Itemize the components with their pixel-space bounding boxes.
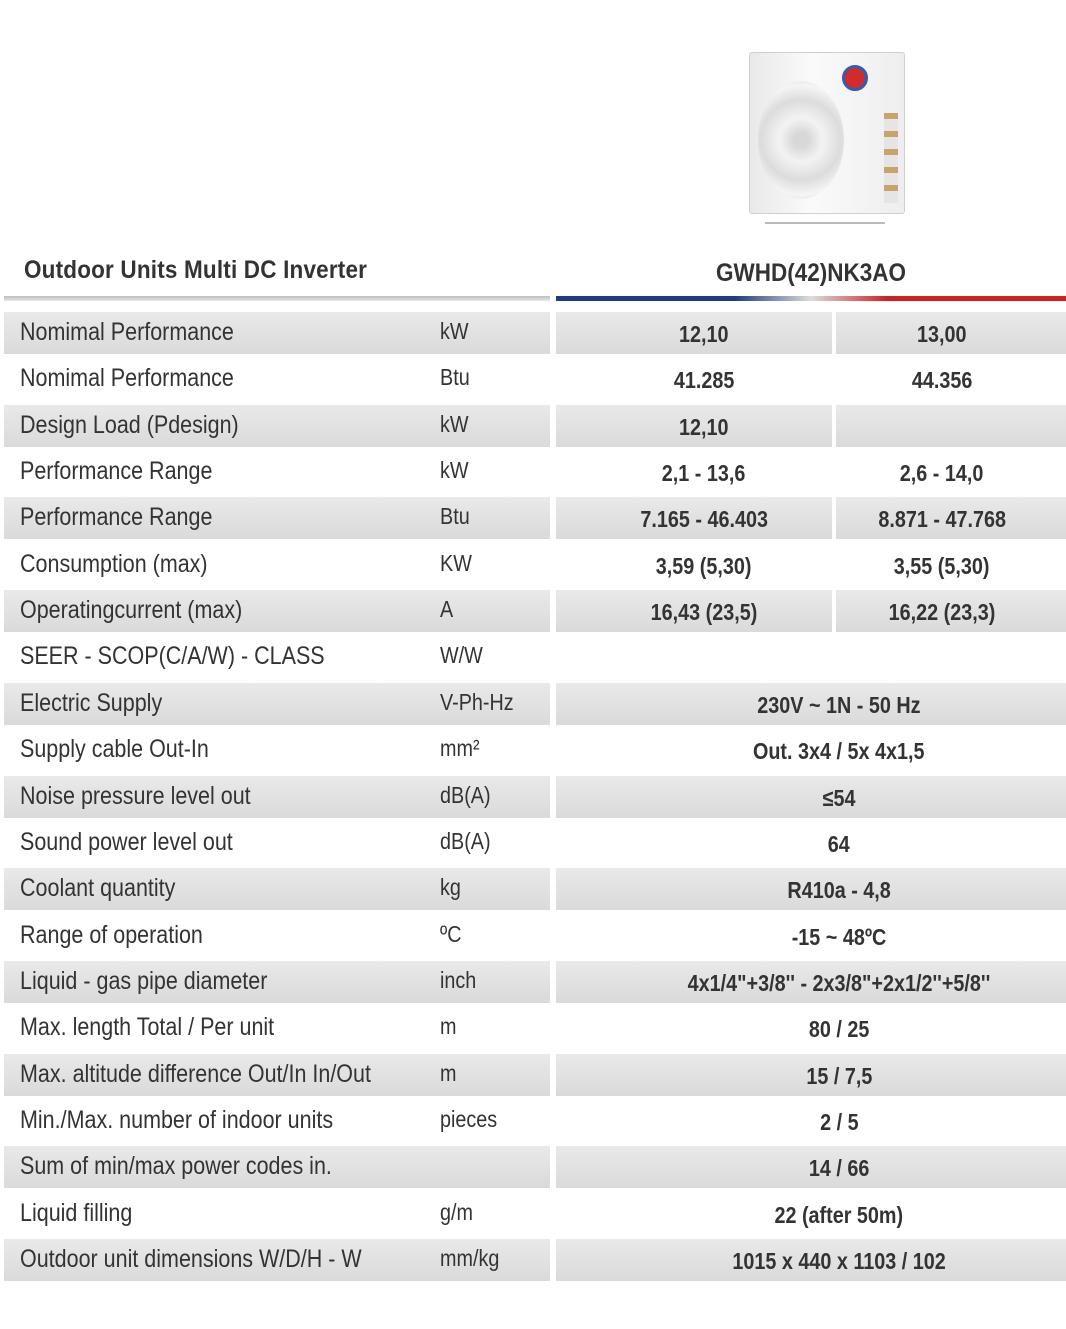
spec-value-text: 4x1/4"+3/8'' - 2x3/8"+2x1/2''+5/8'' xyxy=(687,970,991,996)
spec-value-text: 8.871 - 47.768 xyxy=(878,506,1006,532)
param-unit: kW xyxy=(440,411,469,437)
spec-value-text: 7.165 - 46.403 xyxy=(640,506,768,532)
spec-value-text: 3,59 (5,30) xyxy=(656,553,752,579)
table-row xyxy=(0,776,1066,818)
unit-casing xyxy=(749,52,905,214)
table-row xyxy=(0,312,1066,354)
spec-value-text: 16,43 (23,5) xyxy=(650,599,758,625)
table-row xyxy=(0,1100,1066,1142)
spec-value-text: 12,10 xyxy=(679,414,729,440)
spec-value-text: -15 ~ 48ºC xyxy=(791,924,887,950)
spec-value-cooling xyxy=(556,645,852,672)
param-unit: W/W xyxy=(440,642,483,668)
spec-value-text: 1015 x 440 x 1103 / 102 xyxy=(732,1248,946,1274)
param-unit: KW xyxy=(440,550,472,576)
param-name: Electric Supply xyxy=(20,689,163,717)
param-unit: m xyxy=(440,1013,457,1039)
param-unit: V-Ph-Hz xyxy=(440,689,514,715)
table-row xyxy=(0,636,1066,678)
param-name: Max. length Total / Per unit xyxy=(20,1013,275,1041)
spec-value-heating xyxy=(836,414,1048,441)
spec-value xyxy=(556,1155,1066,1182)
table-row xyxy=(0,544,1066,586)
spec-value-text: 15 / 7,5 xyxy=(805,1063,872,1089)
flag-underline xyxy=(556,296,1066,301)
param-unit: m xyxy=(440,1060,457,1086)
spec-value xyxy=(556,831,1066,858)
model-name: GWHD(42)NK3AO xyxy=(715,259,907,287)
param-unit: inch xyxy=(440,967,477,993)
spec-value-cooling xyxy=(556,599,852,626)
param-unit: mm² xyxy=(440,735,480,761)
table-row xyxy=(0,405,1066,447)
param-unit: Btu xyxy=(440,503,470,529)
spec-value-cooling xyxy=(556,367,852,394)
spec-value xyxy=(556,692,1066,719)
spec-value-heating xyxy=(836,460,1048,487)
table-row xyxy=(0,1193,1066,1235)
param-name: Sound power level out xyxy=(20,828,233,856)
table-row xyxy=(0,1007,1066,1049)
table-row xyxy=(0,729,1066,771)
param-unit: A xyxy=(440,596,454,622)
param-unit: g/m xyxy=(440,1199,473,1225)
spec-value xyxy=(556,924,1066,951)
param-name: Performance Range xyxy=(20,457,213,485)
unit-feet xyxy=(765,214,885,224)
param-unit: dB(A) xyxy=(440,782,491,808)
param-name: Noise pressure level out xyxy=(20,782,251,810)
spec-value xyxy=(556,1109,1066,1136)
table-row xyxy=(0,451,1066,493)
param-name: Outdoor unit dimensions W/D/H - W xyxy=(20,1245,362,1273)
param-name: Consumption (max) xyxy=(20,550,208,578)
spec-value-text: 2,1 - 13,6 xyxy=(662,460,746,486)
spec-value-cooling xyxy=(556,460,852,487)
spec-value-text: 12,10 xyxy=(679,321,729,347)
fan-grille xyxy=(758,81,844,199)
spec-value xyxy=(556,738,1066,765)
table-row xyxy=(0,1146,1066,1188)
spec-value-cooling xyxy=(556,506,852,533)
spec-value-cooling xyxy=(556,414,852,441)
param-unit: mm/kg xyxy=(440,1245,500,1271)
param-unit: pieces xyxy=(440,1106,498,1132)
spec-value xyxy=(556,1248,1066,1275)
spec-value xyxy=(556,970,1066,997)
spec-value-heating xyxy=(836,645,1048,672)
param-name: SEER - SCOP(C/A/W) - CLASS xyxy=(20,642,325,670)
spec-value-text: 41.285 xyxy=(673,367,735,393)
table-row xyxy=(0,590,1066,632)
param-name: Liquid - gas pipe diameter xyxy=(20,967,268,995)
spec-value-text: 44.356 xyxy=(911,367,973,393)
param-name: Design Load (Pdesign) xyxy=(20,411,239,439)
spec-value xyxy=(556,877,1066,904)
table-row xyxy=(0,915,1066,957)
gree-logo-icon xyxy=(842,65,868,91)
spec-value-text: 2,6 - 14,0 xyxy=(900,460,984,486)
spec-value-text: 230V ~ 1N - 50 Hz xyxy=(757,692,921,718)
spec-value xyxy=(556,1202,1066,1229)
param-name: Supply cable Out-In xyxy=(20,735,209,763)
spec-value-heating xyxy=(836,553,1048,580)
spec-value-text: 22 (after 50m) xyxy=(774,1202,904,1228)
param-name: Range of operation xyxy=(20,921,203,949)
table-row xyxy=(0,683,1066,725)
outdoor-unit-image xyxy=(745,48,907,228)
table-row xyxy=(0,961,1066,1003)
table-row xyxy=(0,868,1066,910)
param-name: Coolant quantity xyxy=(20,874,176,902)
spec-value-text: 2 / 5 xyxy=(819,1109,859,1135)
param-name: Min./Max. number of indoor units xyxy=(20,1106,334,1134)
spec-value-text: R410a - 4,8 xyxy=(787,877,891,903)
spec-value-text: 3,55 (5,30) xyxy=(894,553,990,579)
param-unit: ºC xyxy=(440,921,462,947)
param-unit: kW xyxy=(440,318,469,344)
param-name: Max. altitude difference Out/In In/Out xyxy=(20,1060,371,1088)
table-row xyxy=(0,358,1066,400)
spec-value-cooling xyxy=(556,321,852,348)
spec-value xyxy=(556,1016,1066,1043)
spec-value-text: 64 xyxy=(827,831,851,857)
table-row xyxy=(0,497,1066,539)
spec-value-cooling xyxy=(556,553,852,580)
param-name: Operatingcurrent (max) xyxy=(20,596,243,624)
spec-value xyxy=(556,1063,1066,1090)
table-title: Outdoor Units Multi DC Inverter xyxy=(24,256,368,284)
param-unit: kg xyxy=(440,874,461,900)
spec-value-heating xyxy=(836,599,1048,626)
title-underline xyxy=(4,296,550,301)
table-row xyxy=(0,1054,1066,1096)
param-name: Nomimal Performance xyxy=(20,364,234,392)
spec-value-text: 13,00 xyxy=(917,321,967,347)
param-name: Performance Range xyxy=(20,503,213,531)
spec-value-text: 80 / 25 xyxy=(808,1016,870,1042)
spec-value-heating xyxy=(836,367,1048,394)
param-unit: kW xyxy=(440,457,469,483)
table-row xyxy=(0,822,1066,864)
param-name: Sum of min/max power codes in. xyxy=(20,1152,332,1180)
param-unit: Btu xyxy=(440,364,470,390)
spec-value-text: Out. 3x4 / 5x 4x1,5 xyxy=(753,738,925,764)
param-unit: dB(A) xyxy=(440,828,491,854)
service-valves xyxy=(884,113,898,203)
spec-value-heating xyxy=(836,321,1048,348)
spec-value xyxy=(556,785,1066,812)
param-name: Liquid filling xyxy=(20,1199,133,1227)
table-row xyxy=(0,1239,1066,1281)
spec-value-text: 14 / 66 xyxy=(808,1155,870,1181)
spec-value-text: 16,22 (23,3) xyxy=(888,599,996,625)
spec-value-text: ≤54 xyxy=(822,785,856,811)
param-name: Nomimal Performance xyxy=(20,318,234,346)
spec-value-heating xyxy=(836,506,1048,533)
